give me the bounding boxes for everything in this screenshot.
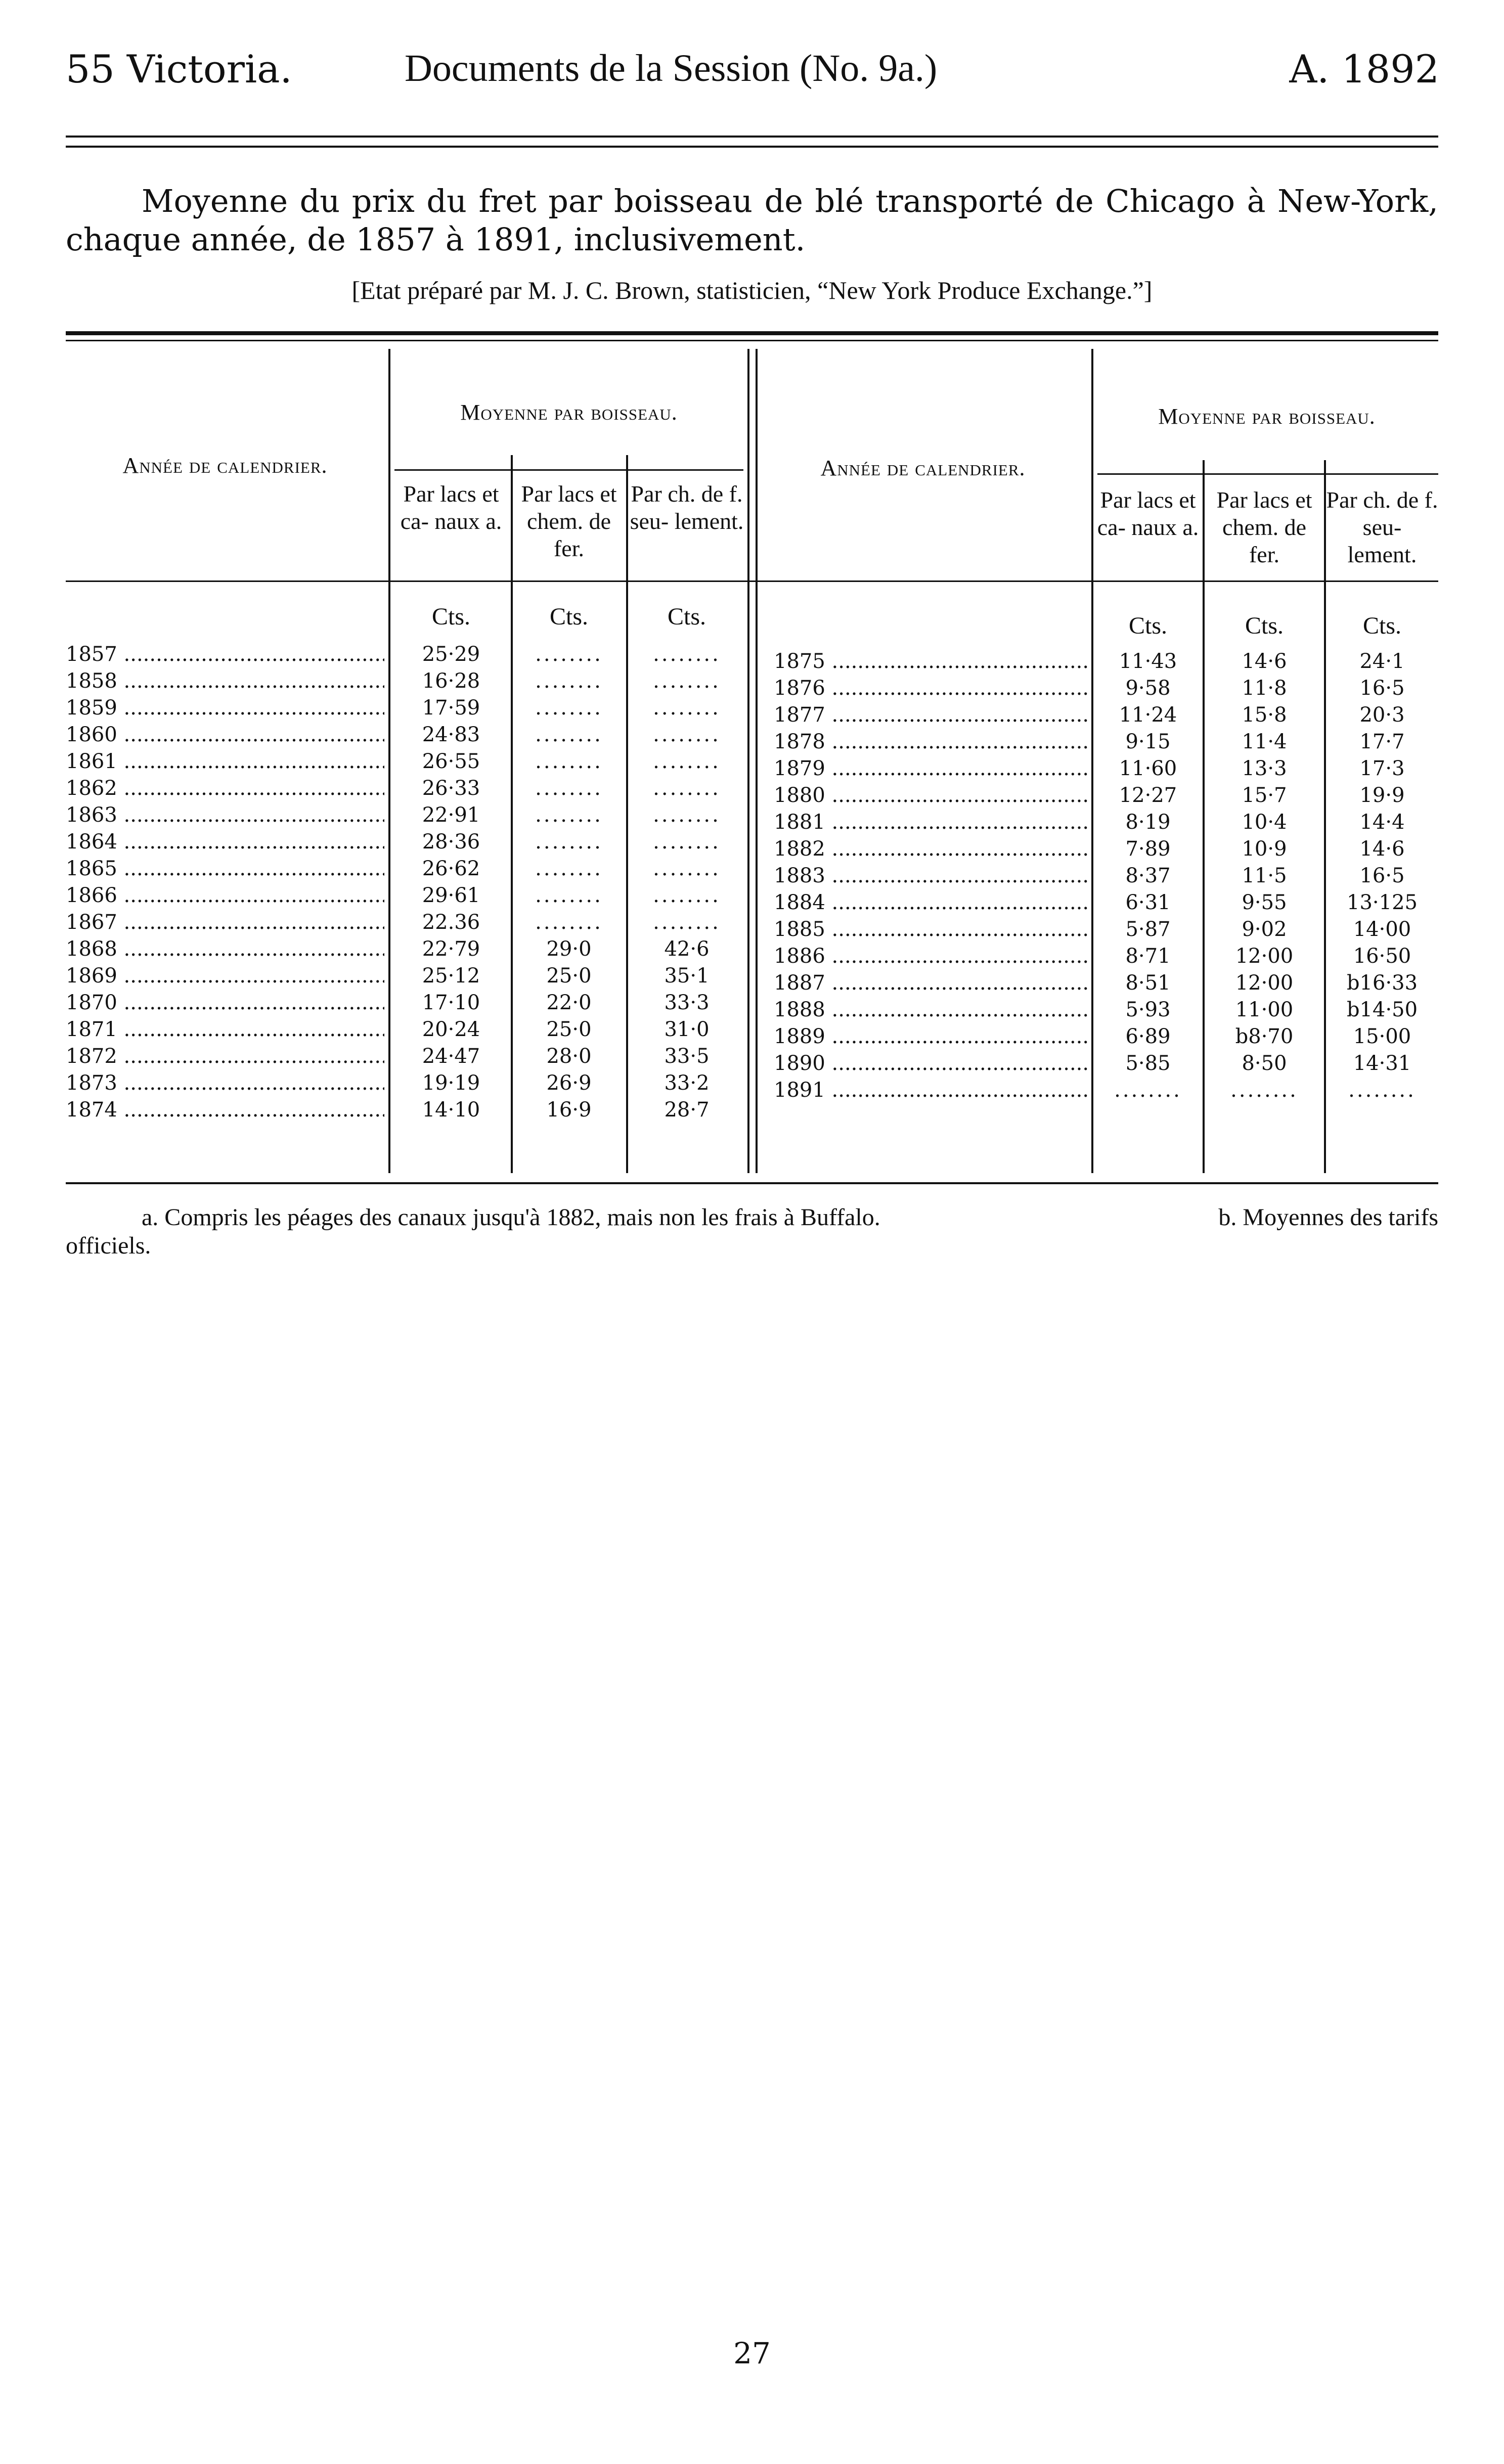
value-cell: ........ <box>535 803 603 827</box>
year-cell: 1882 ..... <box>774 836 1087 863</box>
value-cell: 11·00 <box>1235 998 1294 1021</box>
value-cell: ........ <box>535 669 603 693</box>
value-cell: ........ <box>1230 1079 1298 1102</box>
value-cell: 26·62 <box>422 857 480 880</box>
year-cell: 1870 ..... <box>66 990 384 1016</box>
col-divider <box>388 349 390 1173</box>
value-cell: 14·6 <box>1242 650 1287 673</box>
footnote-a: a. Compris les péages des canaux jusqu'à 1882, mais non les frais à Buffalo. <box>142 1204 880 1231</box>
value-cell: 26·9 <box>546 1071 592 1095</box>
value-cell: ........ <box>535 911 603 934</box>
value-cell: ........ <box>653 803 721 827</box>
col-lakes-rail-header-right: Par lacs et chem. de fer. <box>1216 487 1312 567</box>
year-cell: 1888 ..... <box>774 997 1087 1023</box>
value-cell: 22.36 <box>422 911 480 934</box>
value-cell: 31·0 <box>664 1018 710 1041</box>
year-cell: 1857 ..... <box>66 641 384 668</box>
value-cell: 11·60 <box>1119 757 1177 780</box>
left-lakes-rail-column <box>513 641 625 1124</box>
year-cell: 1880 ..... <box>774 782 1087 809</box>
value-cell: 14·00 <box>1353 918 1411 941</box>
year-cell: 1861 ..... <box>66 748 384 775</box>
value-cell: ........ <box>653 777 721 800</box>
value-cell: 8·19 <box>1125 811 1171 834</box>
unit-label: Cts. <box>1128 612 1168 639</box>
value-cell: ........ <box>535 723 603 746</box>
unit-label: Cts. <box>1362 612 1402 639</box>
value-cell: 9·55 <box>1242 891 1287 914</box>
year-cell: 1887 ..... <box>774 970 1087 997</box>
unit-label: Cts. <box>667 603 706 630</box>
year-cell: 1884 ..... <box>774 889 1087 916</box>
year-cell: 1891 ..... <box>774 1077 1087 1104</box>
value-cell: 28·36 <box>422 830 480 854</box>
year-cell: 1860 ..... <box>66 722 384 748</box>
value-cell: b8·70 <box>1235 1025 1294 1048</box>
header-rule-bottom <box>66 146 1438 148</box>
value-cell: 22·79 <box>422 937 480 961</box>
right-lakes-rail-column <box>1205 648 1324 1104</box>
value-cell: ........ <box>535 857 603 880</box>
value-cell: 20·3 <box>1359 703 1405 727</box>
value-cell: 22·0 <box>546 991 592 1014</box>
value-cell: 24·83 <box>422 723 480 746</box>
col-lakes-rail-header-left: Par lacs et chem. de fer. <box>521 481 617 561</box>
footnote-continuation: officiels. <box>66 1232 151 1259</box>
value-cell: 15·8 <box>1242 703 1287 727</box>
year-cell: 1868 ..... <box>66 936 384 963</box>
value-cell: ........ <box>653 723 721 746</box>
value-cell: 12·00 <box>1235 945 1294 968</box>
value-cell: 16·5 <box>1359 677 1405 700</box>
group-header-rule <box>1097 473 1438 475</box>
col-lakes-canals-header-left: Par lacs et ca- naux a. <box>400 481 502 534</box>
col-rail-only-header-left: Par ch. de f. seu- lement. <box>630 481 744 534</box>
right-lakes-canals-column <box>1093 648 1203 1104</box>
value-cell: 15·7 <box>1242 784 1287 807</box>
value-cell: 25·0 <box>546 964 592 988</box>
year-cell: 1875 ..... <box>774 648 1087 675</box>
year-cell: 1883 ..... <box>774 863 1087 889</box>
value-cell: 29·61 <box>422 884 480 907</box>
year-cell: 1878 ..... <box>774 729 1087 755</box>
value-cell: 28·0 <box>546 1045 592 1068</box>
year-cell: 1889 ..... <box>774 1023 1087 1050</box>
value-cell: 16·50 <box>1353 945 1411 968</box>
year-cell: 1886 ..... <box>774 943 1087 970</box>
value-cell: ........ <box>535 884 603 907</box>
value-cell: 16·9 <box>546 1098 592 1122</box>
value-cell: ........ <box>1348 1079 1416 1102</box>
footnote <box>66 1203 1438 1260</box>
value-cell: 11·5 <box>1242 864 1287 887</box>
table-top-rule <box>66 331 1438 335</box>
value-cell: 17·59 <box>422 696 480 720</box>
table-bottom-rule <box>66 1182 1438 1184</box>
value-cell: 33·2 <box>664 1071 710 1095</box>
value-cell: 24·47 <box>422 1045 480 1068</box>
value-cell: ........ <box>535 830 603 854</box>
value-cell: 15·00 <box>1353 1025 1411 1048</box>
footnote-b: b. Moyennes des tarifs <box>1218 1204 1438 1231</box>
value-cell: ........ <box>653 750 721 773</box>
document-title: Moyenne du prix du fret par boisseau de blé transporté de Chicago à New-York, chaque année, de 1857 à 1891, inclusivement. <box>66 183 1438 258</box>
col-lakes-canals-header-right: Par lacs et ca- naux a. <box>1097 487 1199 540</box>
value-cell: 8·37 <box>1125 864 1171 887</box>
value-cell: 42·6 <box>664 937 710 961</box>
value-cell: 33·3 <box>664 991 710 1014</box>
center-divider <box>747 349 749 1173</box>
value-cell: 11·43 <box>1119 650 1177 673</box>
unit-label: Cts. <box>1245 612 1284 639</box>
value-cell: 22·91 <box>422 803 480 827</box>
value-cell: ........ <box>1114 1079 1182 1102</box>
value-cell: ........ <box>535 696 603 720</box>
value-cell: 14·4 <box>1359 811 1405 834</box>
value-cell: 29·0 <box>546 937 592 961</box>
value-cell: 28·7 <box>664 1098 710 1122</box>
value-cell: 11·24 <box>1119 703 1177 727</box>
left-year-column <box>66 641 384 1124</box>
year-cell: 1863 ..... <box>66 802 384 829</box>
year-cell: 1890 ..... <box>774 1050 1087 1077</box>
header-session: 55 Victoria. <box>66 47 292 92</box>
value-cell: 9·15 <box>1125 730 1171 753</box>
value-cell: 10·9 <box>1242 837 1287 861</box>
center-divider <box>756 349 758 1173</box>
year-cell: 1865 ..... <box>66 856 384 882</box>
year-cell: 1879 ..... <box>774 755 1087 782</box>
value-cell: 13·3 <box>1242 757 1287 780</box>
value-cell: 8·51 <box>1125 971 1171 995</box>
column-header-rule <box>66 580 1438 582</box>
left-lakes-canals-column <box>392 641 510 1124</box>
value-cell: ........ <box>653 857 721 880</box>
right-rail-only-column <box>1326 648 1438 1104</box>
value-cell: ........ <box>653 830 721 854</box>
value-cell: 16·28 <box>422 669 480 693</box>
value-cell: 16·5 <box>1359 864 1405 887</box>
value-cell: 35·1 <box>664 964 710 988</box>
value-cell: 8·71 <box>1125 945 1171 968</box>
value-cell: 11·4 <box>1242 730 1287 753</box>
year-cell: 1869 ..... <box>66 963 384 990</box>
value-cell: ........ <box>653 696 721 720</box>
value-cell: ........ <box>535 750 603 773</box>
year-cell: 1876 ..... <box>774 675 1087 702</box>
value-cell: 25·12 <box>422 964 480 988</box>
value-cell: 26·55 <box>422 750 480 773</box>
year-cell: 1877 ..... <box>774 702 1087 729</box>
group-header-rule <box>394 469 743 471</box>
header-year: A. 1892 <box>1289 47 1439 92</box>
year-header-left: Année de calendrier. <box>122 453 328 478</box>
header-documents: Documents de la Session (No. 9a.) <box>405 47 938 89</box>
value-cell: ........ <box>653 884 721 907</box>
value-cell: 17·3 <box>1359 757 1405 780</box>
value-cell: 9·02 <box>1242 918 1287 941</box>
year-cell: 1866 ..... <box>66 882 384 909</box>
value-cell: 19·9 <box>1359 784 1405 807</box>
value-cell: b14·50 <box>1346 998 1418 1021</box>
value-cell: b16·33 <box>1346 971 1418 995</box>
table-top-rule-thin <box>66 340 1438 341</box>
unit-label: Cts. <box>549 603 589 630</box>
value-cell: 25·0 <box>546 1018 592 1041</box>
year-cell: 1867 ..... <box>66 909 384 936</box>
page-number: 27 <box>733 2336 771 2370</box>
value-cell: 14·6 <box>1359 837 1405 861</box>
value-cell: 14·10 <box>422 1098 480 1122</box>
value-cell: 24·1 <box>1359 650 1405 673</box>
left-rail-only-column <box>628 641 745 1124</box>
value-cell: 20·24 <box>422 1018 480 1041</box>
value-cell: 25·29 <box>422 643 480 666</box>
year-cell: 1862 ..... <box>66 775 384 802</box>
value-cell: ........ <box>653 669 721 693</box>
document-subtitle: [Etat préparé par M. J. C. Brown, statisticien, “New York Produce Exchange.”] <box>351 276 1153 304</box>
value-cell: 11·8 <box>1242 677 1287 700</box>
value-cell: 17·7 <box>1359 730 1405 753</box>
value-cell: 8·50 <box>1242 1052 1287 1075</box>
year-cell: 1872 ..... <box>66 1043 384 1070</box>
value-cell: 14·31 <box>1353 1052 1411 1075</box>
value-cell: 26·33 <box>422 777 480 800</box>
value-cell: 19·19 <box>422 1071 480 1095</box>
col-rail-only-header-right: Par ch. de f. seu- lement. <box>1326 487 1438 567</box>
value-cell: 10·4 <box>1242 811 1287 834</box>
value-cell: 33·5 <box>664 1045 710 1068</box>
year-cell: 1858 ..... <box>66 668 384 695</box>
year-cell: 1864 ..... <box>66 829 384 856</box>
value-cell: 12·00 <box>1235 971 1294 995</box>
value-cell: 5·93 <box>1125 998 1171 1021</box>
value-cell: 6·31 <box>1125 891 1171 914</box>
value-cell: 12·27 <box>1119 784 1177 807</box>
unit-label: Cts. <box>431 603 471 630</box>
year-header-right: Année de calendrier. <box>820 456 1026 480</box>
value-cell: 13·125 <box>1347 891 1418 914</box>
value-cell: ........ <box>653 643 721 666</box>
year-cell: 1871 ..... <box>66 1016 384 1043</box>
year-cell: 1885 ..... <box>774 916 1087 943</box>
header-rule-top <box>66 136 1438 138</box>
value-cell: 9·58 <box>1125 677 1171 700</box>
year-cell: 1881 ..... <box>774 809 1087 836</box>
year-cell: 1874 ..... <box>66 1097 384 1124</box>
year-cell: 1859 ..... <box>66 695 384 722</box>
value-cell: 5·85 <box>1125 1052 1171 1075</box>
value-cell: ........ <box>653 911 721 934</box>
value-cell: 5·87 <box>1125 918 1171 941</box>
value-cell: 7·89 <box>1125 837 1171 861</box>
group-header-left: Moyenne par boisseau. <box>460 400 678 425</box>
value-cell: ........ <box>535 643 603 666</box>
group-header-right: Moyenne par boisseau. <box>1158 404 1376 429</box>
value-cell: ........ <box>535 777 603 800</box>
value-cell: 6·89 <box>1125 1025 1171 1048</box>
value-cell: 17·10 <box>422 991 480 1014</box>
right-year-column <box>774 648 1087 1104</box>
year-cell: 1873 ..... <box>66 1070 384 1097</box>
